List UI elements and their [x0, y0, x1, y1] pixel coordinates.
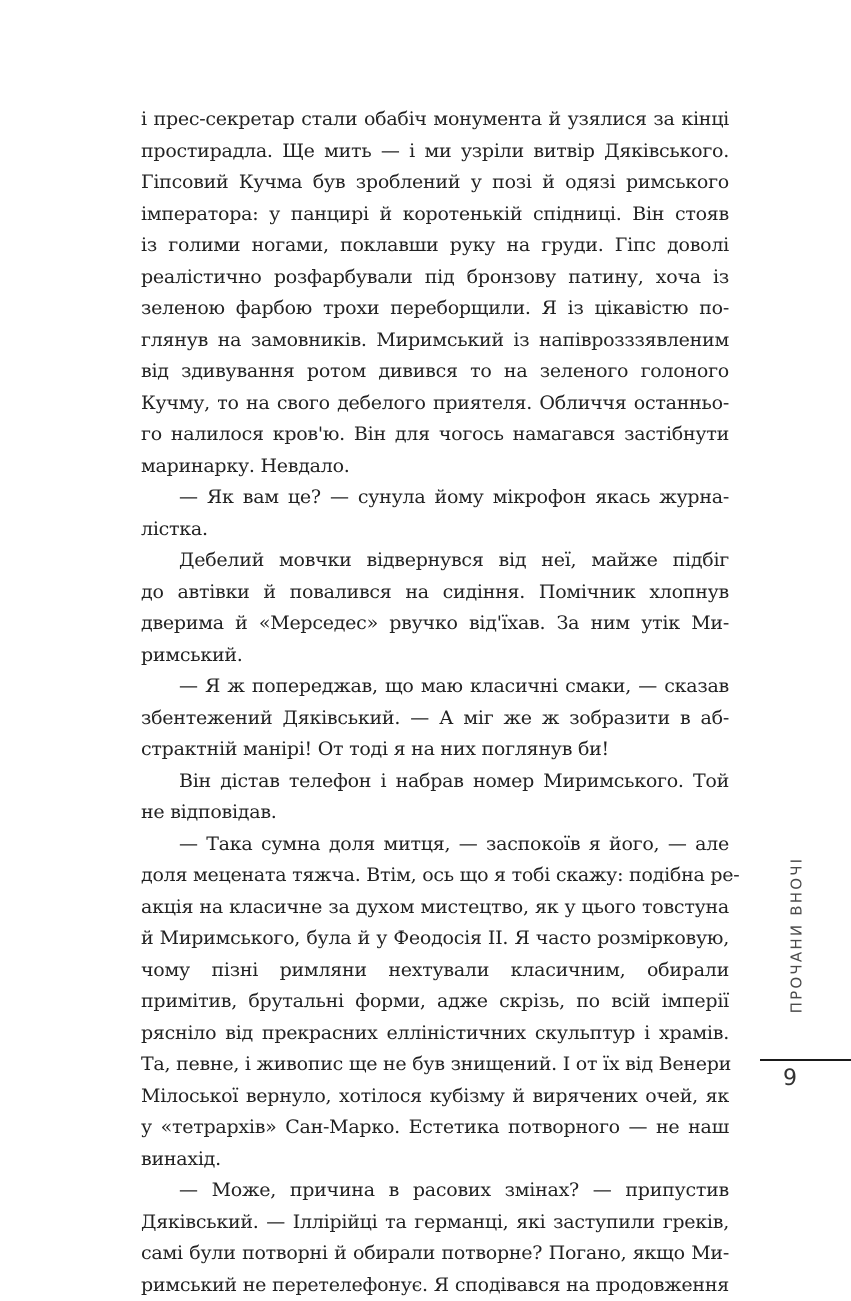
text-line: Гіпсовий Кучма був зроблений у позі й одязі римського: [141, 167, 729, 199]
text-line: простирадла. Ще мить — і ми узріли витвір Дяківського.: [141, 136, 729, 168]
text-line: збентежений Дяківський. — А міг же ж зобразити в аб-: [141, 703, 729, 735]
text-line: лістка.: [141, 514, 729, 546]
text-line: Дебелий мовчки відвернувся від неї, майже підбіг: [141, 545, 729, 577]
text-line: — Така сумна доля митця, — заспокоїв я його, — але: [141, 829, 729, 861]
text-line: го налилося кров'ю. Він для чогось намагався застібнути: [141, 419, 729, 451]
text-line: акція на класичне за духом мистецтво, як у цього товстуна: [141, 892, 729, 924]
running-head-title: ПРОЧАНИ ВНОЧІ: [787, 857, 805, 1014]
text-line: Дяківський. — Іллірійці та германці, які заступили греків,: [141, 1207, 729, 1239]
text-line: — Я ж попереджав, що маю класичні смаки, — сказав: [141, 671, 729, 703]
text-line: — Може, причина в расових змінах? — припустив: [141, 1175, 729, 1207]
text-line: імператора: у панцирі й коротенькій спідниці. Він стояв: [141, 199, 729, 231]
running-head: [776, 845, 816, 1025]
text-line: самі були потворні й обирали потворне? Погано, якщо Ми-: [141, 1238, 729, 1270]
text-line: реалістично розфарбували під бронзову патину, хоча із: [141, 262, 729, 294]
text-line: у «тетрархів» Сан-Марко. Естетика потворного — не наш: [141, 1112, 729, 1144]
text-line: римський.: [141, 640, 729, 672]
text-line: Він дістав телефон і набрав номер Миримського. Той: [141, 766, 729, 798]
text-line: примітив, брутальні форми, адже скрізь, по всій імперії: [141, 986, 729, 1018]
text-line: Мілоської вернуло, хотілося кубізму й вирячених очей, як: [141, 1081, 729, 1113]
text-line: маринарку. Невдало.: [141, 451, 729, 483]
text-line: Кучму, то на свого дебелого приятеля. Обличчя останньо-: [141, 388, 729, 420]
page-number-rule: [760, 1059, 851, 1061]
text-line: страктній манірі! От тоді я на них поглянув би!: [141, 734, 729, 766]
text-line: із голими ногами, поклавши руку на груди. Гіпс доволі: [141, 230, 729, 262]
text-line: до автівки й повалився на сидіння. Помічник хлопнув: [141, 577, 729, 609]
text-line: дверима й «Мерседес» рвучко від'їхав. За ним утік Ми-: [141, 608, 729, 640]
text-line: — Як вам це? — сунула йому мікрофон якась журна-: [141, 482, 729, 514]
text-line: глянув на замовників. Миримський із напіврозззявленим: [141, 325, 729, 357]
text-line: римський не перетелефонує. Я сподівався на продовження: [141, 1270, 729, 1301]
text-line: Та, певне, і живопис ще не був знищений. І от їх від Венери: [141, 1049, 729, 1081]
text-line: від здивування ротом дивився то на зеленого голоного: [141, 356, 729, 388]
text-line: рясніло від прекрасних елліністичних скульптур і храмів.: [141, 1018, 729, 1050]
body-text: [141, 104, 729, 1301]
text-line: й Миримського, була й у Феодосія ІІ. Я часто розмірковую,: [141, 923, 729, 955]
text-line: доля мецената тяжча. Втім, ось що я тобі скажу: подібна ре-: [141, 860, 729, 892]
text-line: зеленою фарбою трохи переборщили. Я із цікавістю по-: [141, 293, 729, 325]
text-line: винахід.: [141, 1144, 729, 1176]
page-number: 9: [770, 1066, 810, 1091]
text-line: чому пізні римляни нехтували класичним, обирали: [141, 955, 729, 987]
text-line: і прес-секретар стали обабіч монумента й узялися за кінці: [141, 104, 729, 136]
text-line: не відповідав.: [141, 797, 729, 829]
